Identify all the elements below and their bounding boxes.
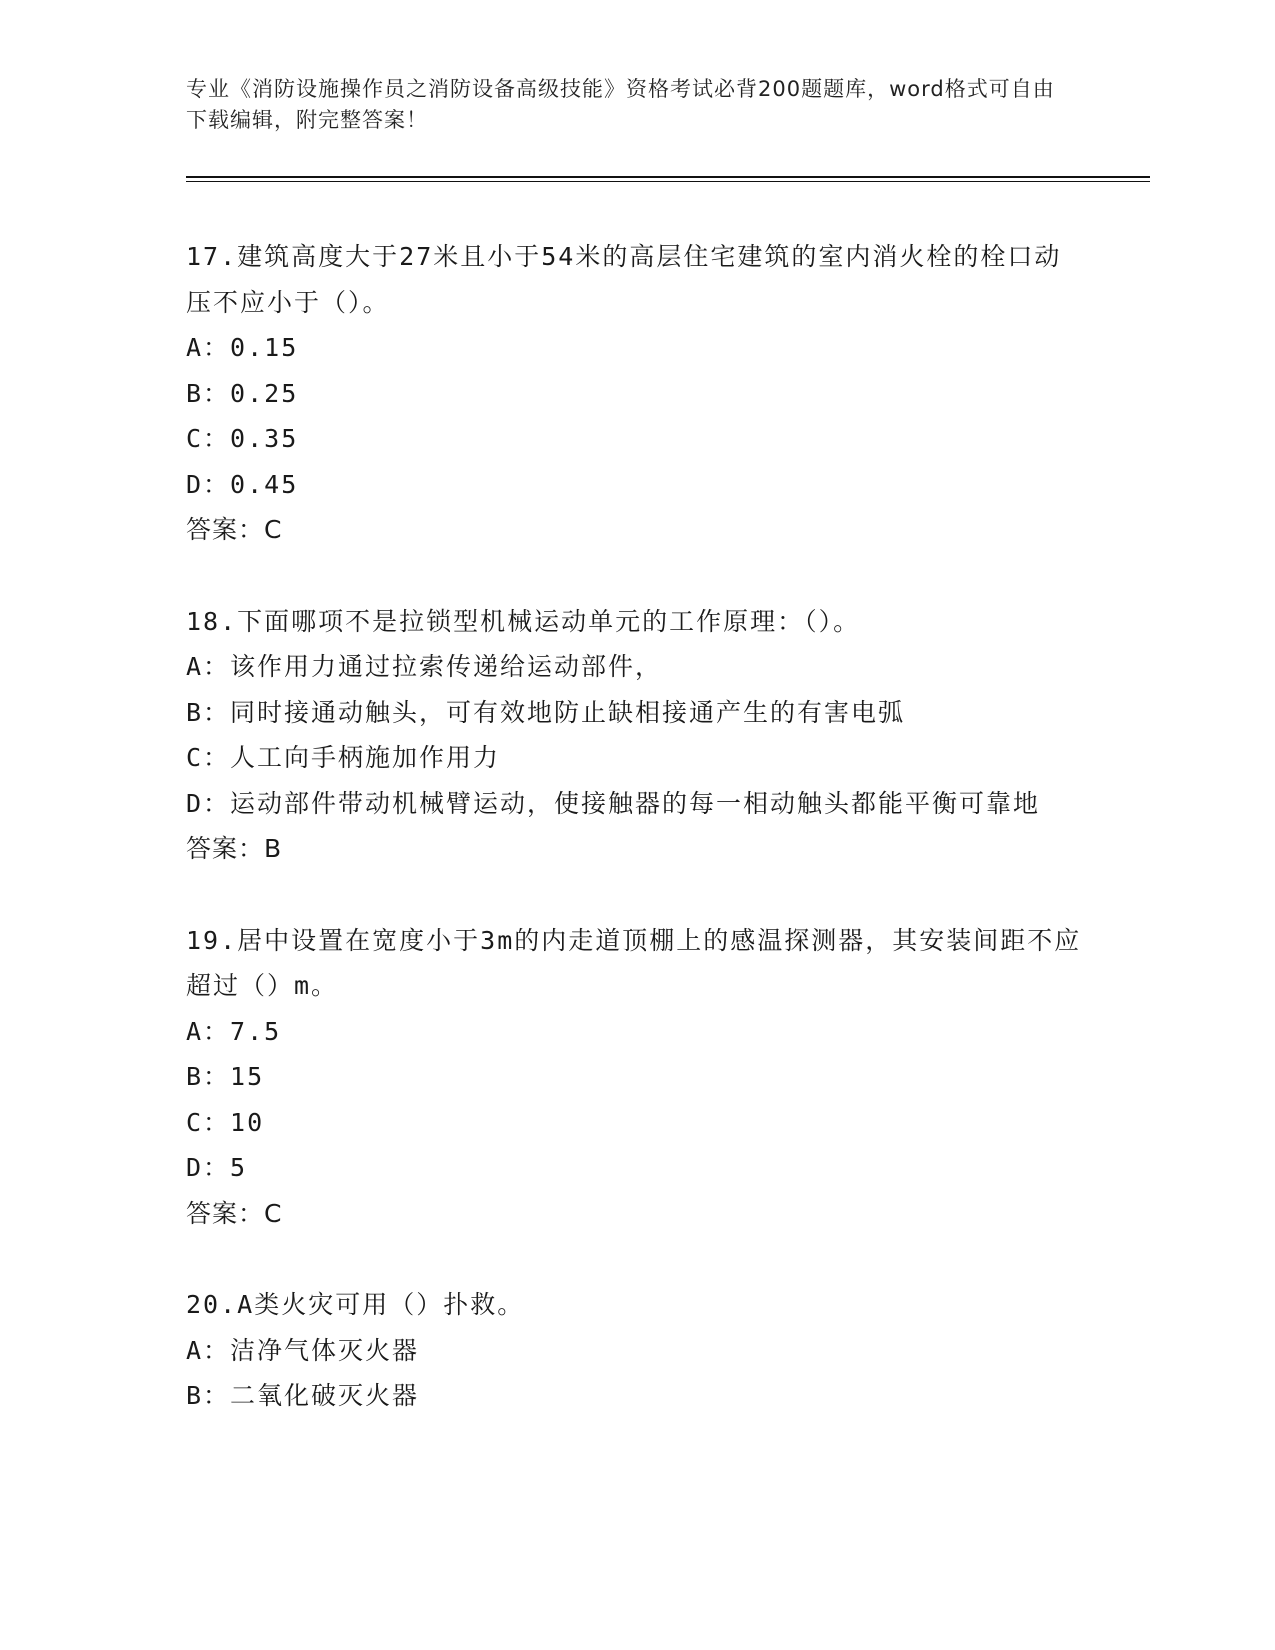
question-stem: 20.A类火灾可用（）扑救。	[186, 1290, 525, 1319]
option-b: B：15	[186, 1062, 265, 1091]
answer: 答案：C	[186, 515, 283, 544]
option-d: D：5	[186, 1153, 248, 1182]
option-d: D：0.45	[186, 469, 299, 499]
question-20	[186, 1282, 1086, 1419]
option-c: C：10	[186, 1107, 265, 1137]
question-18	[186, 599, 1086, 872]
option-b: B：同时接通动触头，可有效地防止缺相接通产生的有害电弧	[186, 697, 906, 727]
option-a: A：洁净气体灭火器	[186, 1335, 420, 1365]
header-divider-thin	[186, 181, 1150, 182]
option-d: D：运动部件带动机械臂运动，使接触器的每一相动触头都能平衡可靠地	[186, 788, 1041, 818]
option-c: C：人工向手柄施加作用力	[186, 743, 501, 772]
document-header: 专业《消防设施操作员之消防设备高级技能》资格考试必背200题题库，word格式可自由下载编辑，附完整答案！	[186, 77, 1055, 132]
question-stem: 19.居中设置在宽度小于3m的内走道顶棚上的感温探测器，其安装间距不应超过（）m。	[186, 925, 1082, 1000]
answer: 答案：C	[186, 1198, 283, 1228]
option-b: B：0.25	[186, 378, 299, 408]
header-divider-thick	[186, 176, 1150, 178]
question-stem: 17.建筑高度大于27米且小于54米的高层住宅建筑的室内消火栓的栓口动压不应小于（）。	[186, 242, 1062, 317]
question-stem: 18.下面哪项不是拉锁型机械运动单元的工作原理：（）。	[186, 606, 861, 636]
option-b: B：二氧化破灭火器	[186, 1381, 420, 1410]
question-list	[186, 234, 1086, 1465]
answer: 答案：B	[186, 834, 283, 863]
option-a: A：0.15	[186, 333, 299, 362]
option-c: C：0.35	[186, 424, 299, 453]
option-a: A：7.5	[186, 1016, 282, 1046]
question-17	[186, 234, 1086, 553]
option-a: A：该作用力通过拉索传递给运动部件，	[186, 652, 663, 681]
question-19	[186, 918, 1086, 1237]
